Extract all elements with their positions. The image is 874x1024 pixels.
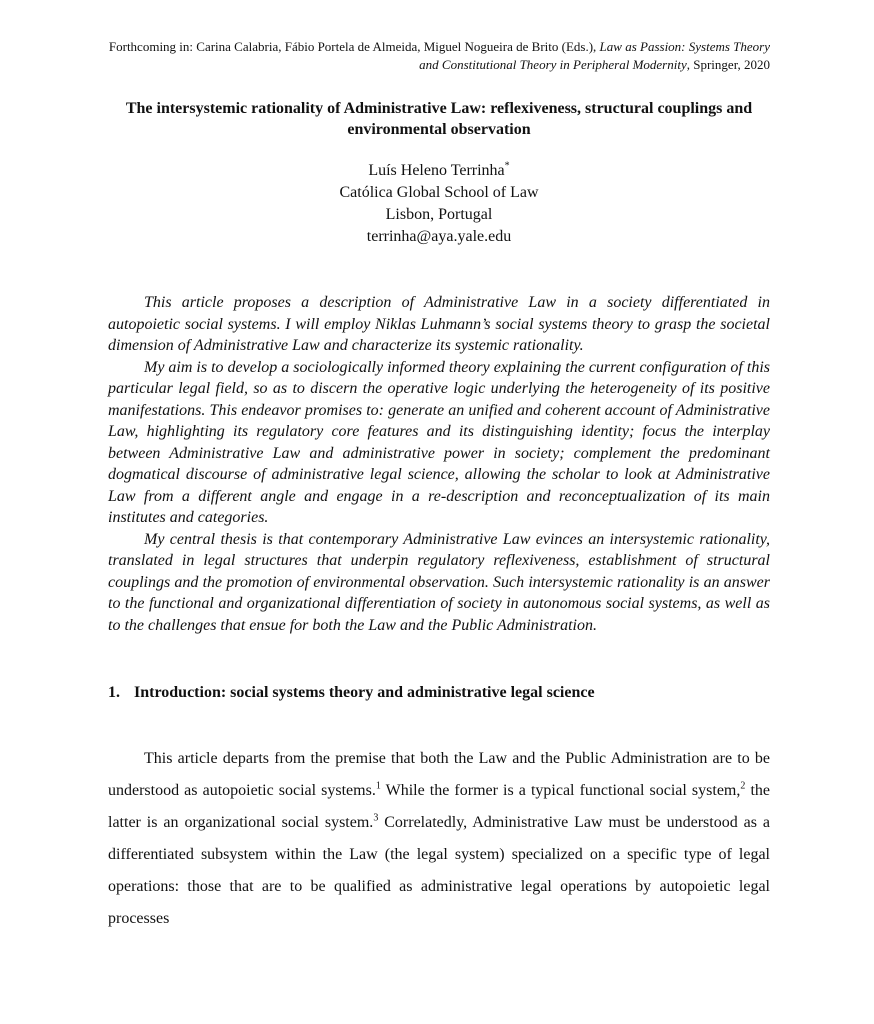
- footnote-ref-2: 2: [740, 780, 746, 792]
- paper-title: The intersystemic rationality of Administrative Law: reflexiveness, structural couplings and environmental observation: [125, 100, 753, 138]
- forthcoming-suffix: , Springer, 2020: [686, 57, 770, 72]
- abstract: [108, 292, 770, 636]
- author-block: [108, 160, 770, 248]
- section-heading: [108, 682, 770, 703]
- body-text-4: Correlatedly, Administrative Law must be understood as a differentiated subsystem within the Law (the legal system) specialized on a specific type of legal operations: those that are to be qualified as administrative legal operations by autopoietic legal processes: [108, 814, 770, 927]
- body-text-1: This article departs from the premise that both the Law and the Public Administration are to be understood as autopoietic social systems.: [108, 750, 770, 799]
- author-affiliation: Católica Global School of Law: [339, 184, 539, 201]
- body-paragraph: [108, 743, 770, 935]
- body-text-2: While the former is a typical functional social system,: [380, 782, 741, 799]
- footnote-ref-3: 3: [373, 812, 379, 824]
- abstract-paragraph-2: My aim is to develop a sociologically informed theory explaining the current configuration of this particular legal field, so as to discern the operative logic underlying the heterogeneity of its positive manifestations. This endeavor promises to: generate an unified and coherent account of Administrative Law, highlighting its regulatory core features and its distinguishing identity; focus the interplay between Administrative Law and administrative power in society; complement the predominant dogmatical discourse of administrative legal science, allowing the scholar to look at Administrative Law from a different angle and engage in a re-description and reconceptualization of its main institutes and categories.: [108, 358, 770, 526]
- author-footnote-mark: *: [504, 160, 510, 172]
- forthcoming-prefix: Forthcoming in: Carina Calabria, Fábio Portela de Almeida, Miguel Nogueira de Brito (Eds.),: [108, 39, 600, 54]
- section-number: 1.: [108, 684, 120, 701]
- author-name: Luís Heleno Terrinha: [368, 162, 505, 179]
- forthcoming-book-title: Law as Passion: Systems Theory and Constitutional Theory in Peripheral Modernity: [419, 39, 770, 72]
- forthcoming-note: [108, 38, 770, 74]
- abstract-paragraph-3: My central thesis is that contemporary Administrative Law evinces an intersystemic rationality, translated in legal structures that underpin regulatory reflexiveness, establishment of structural couplings and the promotion of environmental observation. Such intersystemic rationality is an answer to the functional and organizational differentiation of society in autonomous social systems, as well as to the challenges that ensue for both the Law and the Public Administration.: [108, 530, 770, 634]
- section-title: Introduction: social systems theory and administrative legal science: [134, 684, 595, 701]
- author-name-line: [108, 160, 770, 182]
- abstract-paragraph-1: This article proposes a description of Administrative Law in a society differentiated in autopoietic social systems. I will employ Niklas Luhmann’s social systems theory to grasp the societal dimension of Administrative Law and characterize its systemic rationality.: [108, 294, 770, 354]
- author-email: terrinha@aya.yale.edu: [366, 228, 512, 245]
- footnote-ref-1: 1: [375, 780, 381, 792]
- body-text-3: the latter is an organizational social system.: [108, 782, 771, 831]
- author-location: Lisbon, Portugal: [385, 206, 493, 223]
